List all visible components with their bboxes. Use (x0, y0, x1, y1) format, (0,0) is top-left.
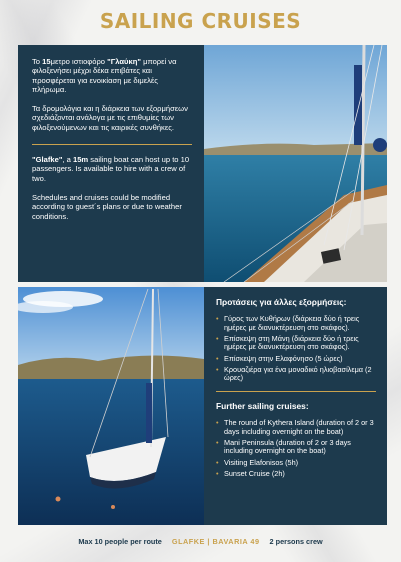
list-item: • The round of Kythera Island (duration of 2 or 3 days including overnight on the boat) (216, 419, 379, 436)
excursions-english-list (216, 419, 379, 478)
sailboat-photo (18, 287, 204, 525)
divider (216, 391, 376, 392)
intro-greek-paragraph-1: Το 15μετρο ιστιοφόρο "Γλαύκη" μπορεί να φιλοξενήσει μέχρι δέκα επιβάτες και προσφέρεται για ενοικίαση με διμελές πλήρωμα. (32, 57, 177, 94)
intro-greek-paragraph-2: Τα δρομολόγια και η διάρκεια των εξορμήσεων σχεδιάζονται ανάλογα με τις επιθυμίες των φιλοξενούμενων και τις καιρικές συνθήκες. (32, 104, 188, 132)
list-item: • Κρουαζιέρα για ένα μοναδικό ηλιοβασίλεμα (2 ώρες) (216, 366, 379, 383)
list-item: • Sunset Cruise (2h) (216, 470, 379, 479)
intro-panel (18, 45, 204, 282)
excursions-panel (204, 287, 387, 525)
list-item: • Επίσκεψη στη Μάνη (διάρκεια δύο ή τρεις ημέρες με διανυκτέρευση στο σκάφος). (216, 335, 379, 352)
divider (32, 144, 192, 145)
footer-boat-name: GLAFKE | BAVARIA 49 (171, 537, 260, 546)
excursions-greek-heading: Προτάσεις για άλλες εξορμήσεις: (216, 297, 347, 307)
list-item: • Γύρος των Κυθήρων (διάρκεια δύο ή τρεις ημέρες με διανυκτέρευση στο σκάφος). (216, 315, 379, 332)
list-item: • Επίσκεψη στην Ελαφόνησο (5 ώρες) (216, 355, 379, 364)
footer-crew: 2 persons crew (269, 537, 323, 546)
intro-english-paragraph-1: "Glafke", a 15m sailing boat can host up to 10 passengers. Is available to hire with a crew of two. (32, 155, 190, 183)
excursions-english-heading: Further sailing cruises: (216, 400, 309, 411)
intro-english-paragraph-2: Schedules and cruises could be modified according to guest´s plans or due to weather conditions. (32, 192, 182, 221)
deck-photo (204, 45, 387, 282)
footer-capacity: Max 10 people per route (78, 537, 162, 546)
list-item: • Visiting Elafonisos (5h) (216, 459, 379, 468)
footer (0, 537, 401, 546)
excursions-greek-list (216, 315, 379, 383)
page-title: SAILING CRUISES (99, 9, 302, 33)
list-item: • Mani Peninsula (duration of 2 or 3 days including overnight on the boat) (216, 439, 379, 456)
